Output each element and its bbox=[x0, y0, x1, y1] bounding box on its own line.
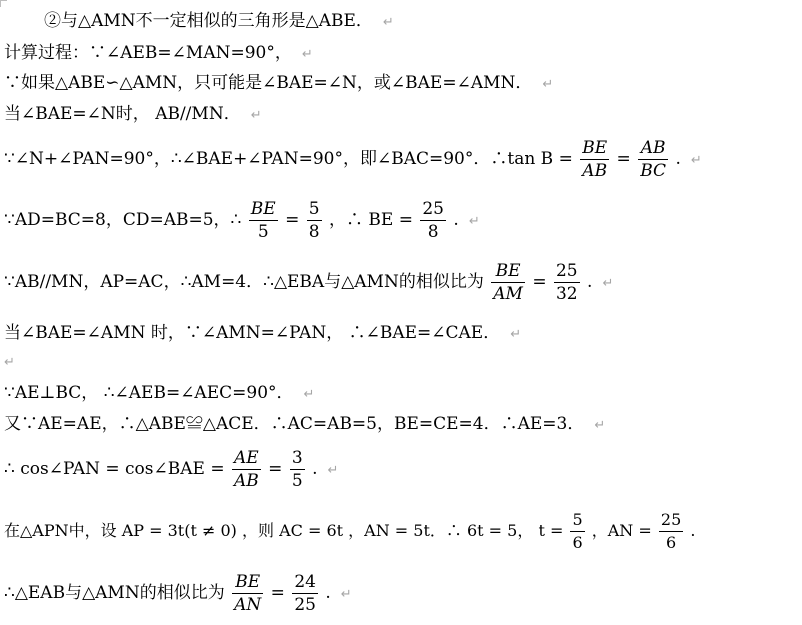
doc-line: 当∠BAE=∠N时， AB//MN． ↵ bbox=[4, 104, 262, 124]
doc-line: 当∠BAE=∠AMN 时，∵∠AMN=∠PAN， ∴∠BAE=∠CAE． ↵ bbox=[4, 323, 522, 343]
return-arrow-icon: ↵ bbox=[594, 418, 606, 433]
fraction: $\frac{25}{8}$ bbox=[422, 199, 444, 242]
doc-line: ∵∠N+∠PAN=90°，∴∠BAE+∠PAN=90°，即∠BAC=90°．∴tan B = $\frac{BE}{AB}$ = $\frac{AB}{BC}$ . ↵ bbox=[4, 138, 702, 181]
fraction: $\frac{25}{32}$ bbox=[555, 261, 578, 304]
fraction: $\frac{BE}{AB}$ bbox=[582, 138, 608, 181]
doc-line: ∵AE⊥BC， ∴∠AEB=∠AEC=90°． ↵ bbox=[4, 383, 315, 403]
return-arrow-icon: ↵ bbox=[4, 355, 15, 370]
doc-line: ∵如果△ABE∽△AMN，只可能是∠BAE=∠N，或∠BAE=∠AMN． ↵ bbox=[4, 73, 554, 93]
return-arrow-icon: ↵ bbox=[340, 587, 352, 602]
fraction: $\frac{AE}{AB}$ bbox=[233, 448, 259, 491]
return-arrow-icon: ↵ bbox=[303, 387, 315, 402]
doc-line-empty bbox=[4, 350, 15, 374]
fraction: $\frac{BE}{AN}$ bbox=[234, 572, 262, 615]
doc-line: ∵AD=BC=8，CD=AB=5，∴ $\frac{BE}{5}$ = $\frac{5}{8}$ ，∴ BE = $\frac{25}{8}$ . ↵ bbox=[4, 199, 480, 242]
return-arrow-icon: ↵ bbox=[510, 327, 522, 342]
return-arrow-icon: ↵ bbox=[468, 214, 480, 229]
return-arrow-icon: ↵ bbox=[382, 15, 394, 30]
return-arrow-icon: ↵ bbox=[542, 77, 554, 92]
page-corner-mark bbox=[0, 0, 7, 7]
fraction: $\frac{BE}{AM}$ bbox=[493, 261, 523, 304]
return-arrow-icon: ↵ bbox=[327, 463, 339, 478]
return-arrow-icon: ↵ bbox=[690, 153, 702, 168]
doc-line: ∴△EAB与△AMN的相似比为 $\frac{BE}{AN}$ = $\frac{24}{25}$ . ↵ bbox=[4, 572, 352, 615]
fraction: $\frac{5}{6}$ bbox=[572, 510, 583, 552]
return-arrow-icon: ↵ bbox=[301, 47, 313, 62]
doc-line: 又∵AE=AE，∴△ABE≌△ACE．∴AC=AB=5，BE=CE=4．∴AE=3． ↵ bbox=[4, 414, 606, 434]
fraction: $\frac{5}{8}$ bbox=[308, 199, 320, 242]
fraction: $\frac{24}{25}$ bbox=[294, 572, 316, 615]
return-arrow-icon: ↵ bbox=[602, 276, 614, 291]
doc-line: ∴ cos∠PAN = cos∠BAE = $\frac{AE}{AB}$ = $\frac{3}{5}$ . ↵ bbox=[4, 448, 339, 491]
doc-line: ∵AB//MN，AP=AC，∴AM=4．∴△EBA与△AMN的相似比为 $\frac{BE}{AM}$ = $\frac{25}{32}$ . ↵ bbox=[4, 261, 614, 304]
fraction: $\frac{AB}{BC}$ bbox=[640, 138, 667, 181]
doc-line: 在△APN中，设 AP = 3t(t ≠ 0) ，则 AC = 6t ，AN = 5t．∴ 6t = 5， t = $\frac{5}{6}$ ，AN = $\frac{25}{6}$ . bbox=[4, 510, 696, 552]
doc-line: ②与△AMN不一定相似的三角形是△ABE． ↵ bbox=[44, 11, 394, 31]
doc-line: 计算过程：∵∠AEB=∠MAN=90°， ↵ bbox=[4, 43, 313, 63]
fraction: $\frac{25}{6}$ bbox=[660, 510, 682, 552]
fraction: $\frac{3}{5}$ bbox=[291, 448, 303, 491]
fraction: $\frac{BE}{5}$ bbox=[250, 199, 276, 242]
return-arrow-icon: ↵ bbox=[250, 108, 262, 123]
